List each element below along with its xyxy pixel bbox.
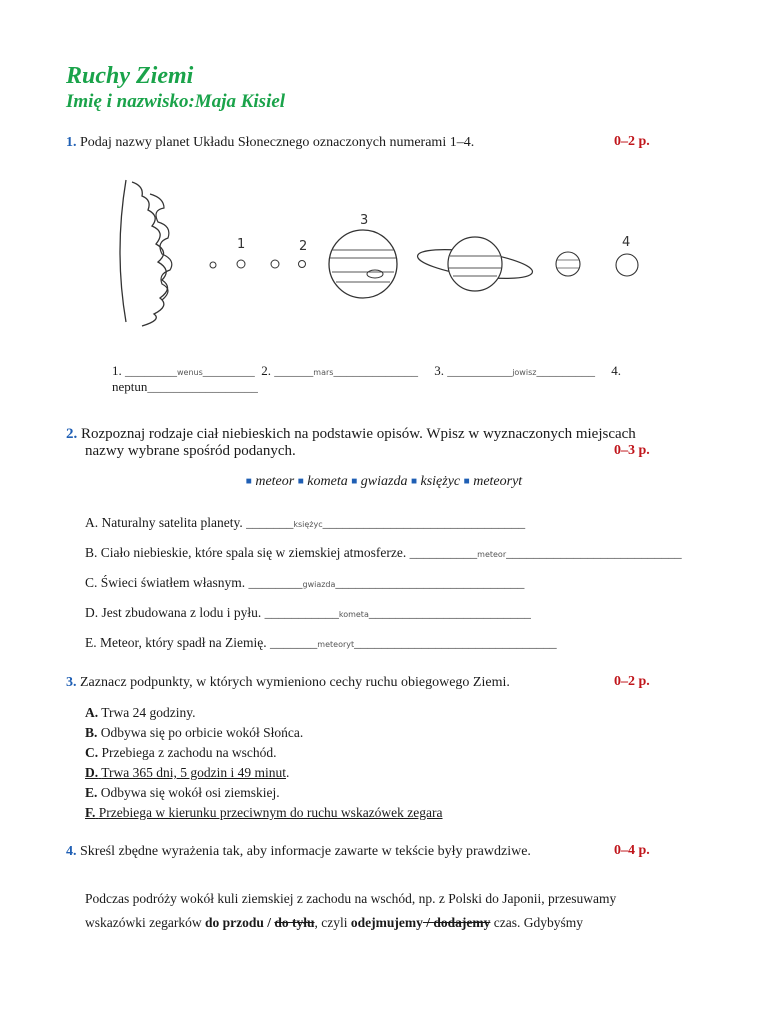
- answer-4-number: 4.: [611, 363, 621, 378]
- paragraph-line-1: Podczas podróży wokół kuli ziemskiej z zachodu na wschód, np. z Polski do Japonii, przesuwamy: [85, 891, 617, 906]
- option-text: Odbywa się po orbicie wokół Słońca.: [100, 725, 304, 740]
- option-text: Odbywa się wokół osi ziemskiej.: [100, 785, 280, 800]
- bullet-icon: ■: [410, 476, 417, 487]
- answer-line: ______________________________: [354, 635, 557, 650]
- answer-1-number: 1.: [112, 363, 122, 378]
- item-d: [85, 604, 531, 624]
- question-3-points: 0–2 p.: [614, 674, 650, 689]
- option-b[interactable]: [85, 724, 303, 742]
- question-number: 1.: [66, 135, 77, 150]
- option-c[interactable]: [85, 744, 277, 762]
- word: kometa: [307, 474, 348, 489]
- item-text: A. Naturalny satelita planety.: [85, 515, 243, 530]
- question-number: 3.: [66, 675, 77, 690]
- separator: /: [422, 915, 434, 930]
- question-2-line2: nazwy wybrane spośród podanych.: [85, 443, 296, 459]
- question-3: [66, 674, 510, 692]
- student-name: Imię i nazwisko:Maja Kisiel: [66, 91, 286, 112]
- answer-4[interactable]: neptun: [112, 379, 148, 394]
- option-a[interactable]: [85, 704, 196, 722]
- question-number: 4.: [66, 844, 77, 859]
- item-answer[interactable]: gwiazda: [302, 580, 336, 589]
- text: czas. Gdybyśmy: [490, 915, 584, 930]
- question-text: Rozpoznaj rodzaje ciał niebieskich na podstawie opisów. Wpisz w wyznaczonych miejscach: [81, 426, 636, 442]
- option-letter: D.: [85, 765, 99, 780]
- item-answer[interactable]: meteoryt: [317, 640, 355, 649]
- option-text: Trwa 365 dni, 5 godzin i 49 minut: [101, 765, 287, 780]
- question-4: [66, 843, 531, 861]
- bullet-icon: ■: [245, 476, 252, 487]
- question-2-points: 0–3 p.: [614, 443, 650, 458]
- question-1: [66, 134, 474, 152]
- answer-line: ______: [274, 363, 314, 378]
- word: meteor: [255, 474, 295, 489]
- planet-earth: [271, 260, 279, 268]
- planet-1: [237, 260, 245, 268]
- option-e[interactable]: [85, 784, 280, 802]
- answer-3[interactable]: jowisz: [512, 368, 537, 377]
- answer-3-number: 3.: [434, 363, 444, 378]
- label-3: 3: [360, 213, 369, 228]
- planet-mercury: [210, 262, 216, 268]
- item-text: E. Meteor, który spadł na Ziemię.: [85, 635, 267, 650]
- planet-saturn: [416, 237, 534, 291]
- choice-forward[interactable]: do przodu: [204, 915, 264, 930]
- word: meteoryt: [473, 474, 523, 489]
- answer-line: ________: [125, 363, 177, 378]
- answer-line: ______________________________: [322, 515, 526, 530]
- option-letter: F.: [85, 805, 96, 820]
- answer-line: ________________________: [368, 605, 531, 620]
- answer-1[interactable]: wenus: [177, 368, 203, 377]
- option-letter: A.: [85, 705, 99, 720]
- page-title: Ruchy Ziemi: [66, 63, 194, 89]
- sun-edge: [120, 180, 126, 322]
- text: , czyli: [314, 915, 351, 930]
- answer-2-number: 2.: [261, 363, 272, 378]
- solar-system-diagram: [110, 172, 650, 332]
- choice-add-struck[interactable]: dodajemy: [433, 915, 491, 930]
- text: wskazówki zegarków: [85, 915, 205, 930]
- planet-jupiter: [329, 230, 397, 298]
- answer-row-2: [112, 379, 258, 395]
- item-text: D. Jest zbudowana z lodu i pyłu.: [85, 605, 262, 620]
- word: księżyc: [420, 474, 461, 489]
- option-text: Przebiega w kierunku przeciwnym do ruchu wskazówek zegara: [98, 805, 443, 820]
- answer-line: _________: [536, 363, 595, 378]
- answer-line: __________: [409, 545, 478, 560]
- answer-line: __________________________: [506, 545, 682, 560]
- option-f[interactable]: [85, 804, 443, 822]
- option-d[interactable]: D. Trwa 365 dni, 5 godzin i 49 minut.: [85, 765, 290, 780]
- label-2: 2: [299, 239, 308, 254]
- option-letter: E.: [85, 785, 98, 800]
- item-text: B. Ciało niebieskie, które spala się w ziemskiej atmosferze.: [85, 545, 407, 560]
- item-answer[interactable]: meteor: [477, 550, 507, 559]
- question-text: Zaznacz podpunkty, w których wymieniono cechy ruchu obiegowego Ziemi.: [80, 675, 510, 690]
- option-letter: B.: [85, 725, 98, 740]
- choice-backward-struck[interactable]: do tyłu: [274, 915, 315, 930]
- paragraph-line-2: [85, 911, 685, 935]
- option-text: Trwa 24 godziny.: [101, 705, 196, 720]
- answer-line: _______: [270, 635, 318, 650]
- planet-neptune: [616, 254, 638, 276]
- label-4: 4: [622, 235, 631, 250]
- answer-line: ________: [202, 363, 255, 378]
- bullet-icon: ■: [351, 476, 358, 487]
- question-1-points: 0–2 p.: [614, 134, 650, 149]
- option-letter: C.: [85, 745, 99, 760]
- item-answer[interactable]: kometa: [338, 610, 369, 619]
- answer-line: ___________: [264, 605, 339, 620]
- planet-uranus: [556, 252, 580, 276]
- answer-line: _______: [246, 515, 294, 530]
- question-2: [66, 425, 636, 443]
- item-c: [85, 574, 524, 594]
- choice-subtract[interactable]: odejmujemy: [350, 915, 423, 930]
- bullet-icon: ■: [297, 476, 304, 487]
- planet-2: [299, 261, 306, 268]
- task-paragraph: [85, 887, 685, 935]
- question-4-points: 0–4 p.: [614, 843, 650, 858]
- answer-2[interactable]: mars: [313, 368, 334, 377]
- answer-line: __________: [447, 363, 513, 378]
- separator: /: [263, 915, 275, 930]
- item-answer[interactable]: księżyc: [293, 520, 323, 529]
- answer-line: _________________: [147, 379, 258, 394]
- answer-line: ________: [248, 575, 303, 590]
- item-e: [85, 634, 557, 654]
- word: gwiazda: [360, 474, 408, 489]
- answer-line: ____________________________: [335, 575, 525, 590]
- question-text: Skreśl zbędne wyrażenia tak, aby informacje zawarte w tekście były prawdziwe.: [80, 844, 531, 859]
- answer-line: _____________: [333, 363, 418, 378]
- bullet-icon: ■: [463, 476, 470, 487]
- label-1: 1: [237, 237, 246, 252]
- option-text: Przebiega z zachodu na wschód.: [101, 745, 277, 760]
- word-bank: [0, 474, 768, 490]
- question-number: 2.: [66, 426, 78, 442]
- item-b: [85, 544, 682, 564]
- item-a: [85, 514, 525, 534]
- item-text: C. Świeci światłem własnym.: [85, 575, 246, 590]
- question-text: Podaj nazwy planet Układu Słonecznego oznaczonych numerami 1–4.: [80, 135, 475, 150]
